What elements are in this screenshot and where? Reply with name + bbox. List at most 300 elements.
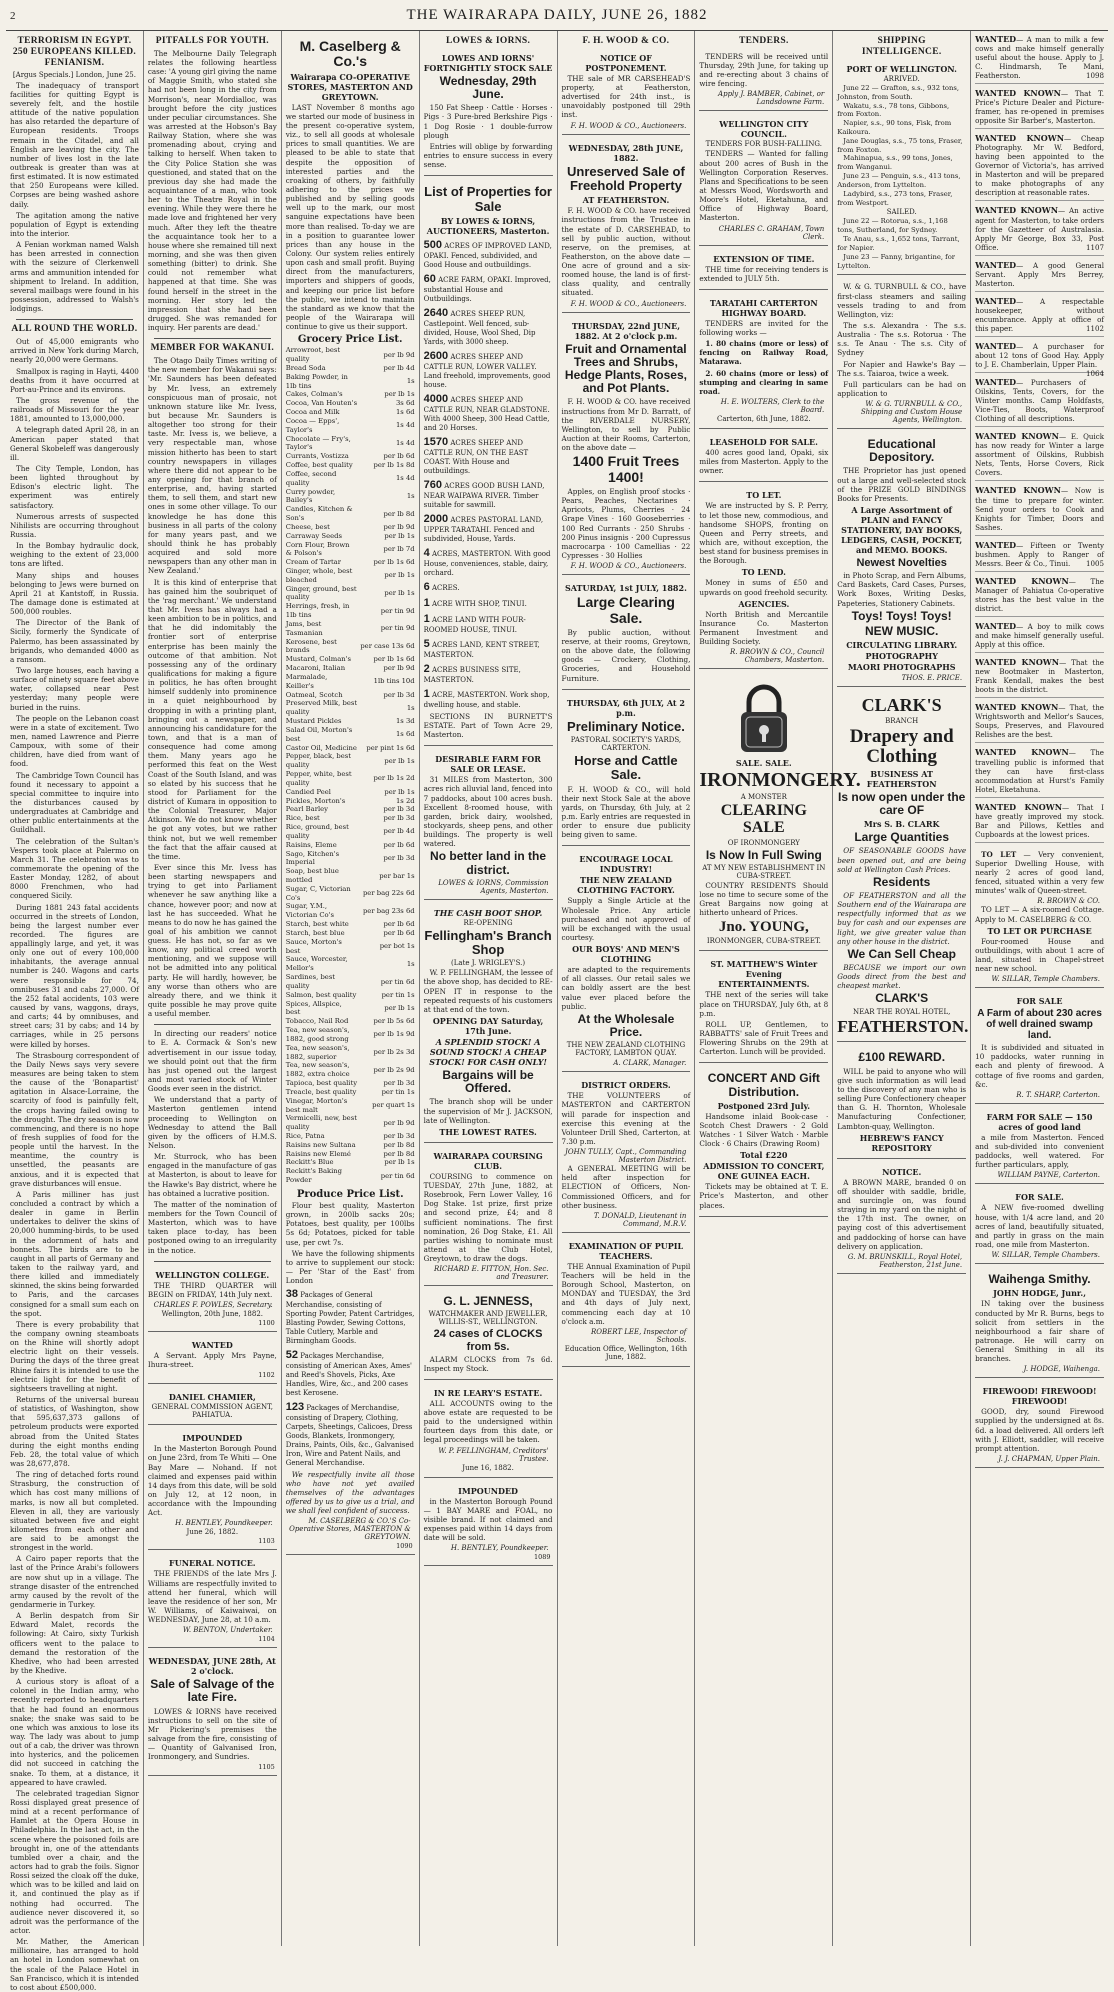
package-item: [286, 1287, 415, 1346]
price-item: Soap, best blue mottled: [285, 867, 339, 884]
price-value: per lb 4d: [383, 363, 415, 372]
property-text: ACRES PASTORAL LAND, UPPER TARATAHI. Fenced and subdivided, House, Yards.: [423, 515, 544, 543]
price-value: 1s: [406, 959, 415, 968]
price-value: 1s: [406, 491, 415, 500]
tolet3-title: TO LET OR PURCHASE: [987, 925, 1092, 936]
exam-text: THE Annual Examination of Pupil Teachers will be held in the Borough School, Masterton, on MONDAY and TUESDAY, the 3rd and 4th days of July next, commencing each day at 10 o'clock a.m.: [561, 1261, 691, 1326]
concert-ad: [699, 1067, 828, 1216]
price-value: per bar 1s: [379, 871, 415, 880]
property-acres: 1: [423, 596, 430, 609]
depot-stationery: A Large Assortment of PLAIN and FANCY STATIONERY, DAY BOOKS, LEDGERS, CASH, POCKET, and MEMO. BOOKS.: [841, 505, 963, 556]
let-text: We are instructed by S. P. Perry, to let those new, commodious, and handsome SHOPS, fronting on Queen and Perry streets, and which are, without exception, the best stand for business premises in the Borough.: [699, 501, 829, 566]
price-value: per lb 7d: [383, 544, 415, 553]
sections-note: SECTIONS IN BURNETT'S ESTATE. Part of Town Acre 29, Masterton.: [423, 711, 553, 740]
gifts-total: Total £220: [740, 1150, 788, 1161]
price-value: 1s 6d: [395, 408, 415, 417]
price-value: per tin 1s: [381, 990, 415, 999]
forsale-signature: R. T. SHARP, Carterton.: [1016, 1090, 1100, 1099]
price-row: [286, 744, 415, 753]
article-dateline: [Argus Specials.] London, June 25.: [12, 70, 136, 79]
postponed-text: Postponed 23rd July.: [717, 1100, 811, 1111]
price-value: per tin 9d: [380, 624, 415, 633]
package-item: [286, 1400, 415, 1468]
price-item: Cakes, Colman's: [285, 390, 343, 399]
wanted-text: — Cheap Photography. Mr W. Bedford, having been appointed to the Governor of Victoria's, has arrived in Masterton and will be prepared to make photographs of any description at reasonable rates.: [975, 134, 1104, 198]
price-row: [286, 929, 415, 938]
reward-title: £100 REWARD.: [858, 1050, 946, 1065]
lambton-signature: A. CLARK, Manager.: [613, 1059, 687, 1068]
price-value: 1s: [406, 703, 415, 712]
cash-sell-title: We Can Sell Cheap: [847, 946, 956, 961]
open-text: Is now open under the care OF: [838, 789, 966, 818]
sailings-list: [837, 217, 966, 270]
vessels-list: The s.s. Alexandra · The s.s. Australia · The s.s. Rotorua · The s.s. Te Anau · The s.s. City of Sydney: [837, 320, 967, 358]
wanted-number: 1098: [1085, 71, 1104, 81]
district-signature: JOHN TULLY, Capt., Commanding Masterton District.: [565, 1148, 687, 1165]
price-value: per lb 2s 3d: [373, 1048, 415, 1057]
article-paragraph: Out of 45,000 emigrants who arrived in New York during March, nearly 20,000 were Germans.: [10, 337, 139, 365]
columns: [6, 31, 1108, 1992]
wed-title: WEDNESDAY, 28th JUNE, 1882.: [568, 142, 684, 163]
novelties-text: in Photo Scrap, and Fern Albums, Card Baskets, Card Cases, Purses, Work Boxes, Writing Desks, Papeteries, Stationery Cabinets.: [837, 571, 967, 608]
caselberg-title: M. Caselberg & Co.'s: [299, 38, 401, 70]
column-5: [558, 31, 696, 1946]
price-row: [286, 955, 415, 973]
property-acres: 1: [423, 612, 430, 625]
price-row: [286, 452, 415, 461]
extension-ad: [699, 250, 828, 290]
stock-sale-lots: 150 Fat Sheep · Cattle · Horses · Pigs · 3 Pure-bred Berkshire Pigs · 1 Dog Rosie · 1 double-furrow plough: [423, 103, 553, 140]
desirable-title: DESIRABLE FARM FOR SALE OR LEASE.: [435, 754, 541, 775]
taratahi-text: TENDERS are invited for the following works —: [699, 318, 829, 338]
article-paragraph: The Melbourne Daily Telegraph relates the following heartless case: 'A young girl giving the name of Maggie Smith, who stated she had not been long in the city from Morrison's, near Mordialloc, was brought before the city justices under peculiar circumstances. She was arrested at the Hobson's Bay Railway Station, where she was promenading about, crying and talking to herself. When taken to the City Police Station she was questioned, and stated that on the previous day she had made the acquaintance of a man, who took her to the Theatre Royal in the evening. While they were there he made love and frightened her very much. After they left the theatre the acquaintance took her to a house where she remained till next morning, and she was then given something (bitter) to drink. She could not remember what happened at that time. She was found herself in the street in the morning. Her story led the impression that she had been drugged. She was remanded for inquiry. Her parents are dead.': [147, 48, 277, 333]
coursing-text: COURSING to commence on TUESDAY, 27th June, 1882, at Rosebrook, Fern Lower Valley, 16 Dog Stake. 1st prize, first prize and second prize, £4; and 8 sufficient nominations. The first nomination, 26 Dog Stake, £1. All parties wishing to nominate must attend at the Club Hotel, Greytown, to draw the dogs.: [423, 1171, 553, 1264]
tolet3-text: Four-roomed House and outbuildings, with about 1 acre of land, situated in Chapel-street near new school.: [975, 936, 1104, 974]
price-value: per lb 3d: [383, 853, 415, 862]
col1-article: [10, 324, 139, 1992]
article-heading: MEMBER FOR WAKANUI.: [150, 343, 275, 354]
price-item: Currants, Vostizza: [285, 452, 349, 461]
large-clearing-big: Large Clearing Sale.: [576, 594, 675, 626]
price-row: [286, 691, 415, 700]
wanted-ad: [975, 576, 1104, 617]
price-item: Cream of Tartar: [285, 558, 341, 567]
arrival-row: Wakatu, s.s., 78 tons, Gibbons, from Foxton.: [837, 101, 950, 119]
col2-article: [148, 343, 277, 1018]
wanted-text: — A purchaser for about 12 tons of Good Hay. Apply to J. E. Chamberlain, Upper Plain.: [975, 341, 1104, 370]
gifts-list: Handsome inlaid Book-case · Scotch Chest Drawers · 2 Gold Watches · 1 Silver Watch · Marble Clock · 6 Chairs (Drawing Room): [699, 1111, 829, 1149]
agent-sub: GENERAL COMMISSION AGENT, PAHIATUA.: [151, 1403, 274, 1420]
price-row: [286, 1000, 415, 1018]
padlock-icon: [699, 682, 828, 756]
sailing-row: June 23 — Fanny, brigantine, for Lyttelton.: [837, 252, 956, 270]
farm-signature: WILLIAM PAYNE, Carterton.: [997, 1171, 1100, 1180]
nzc-title: THE NEW ZEALAND CLOTHING FACTORY.: [577, 875, 675, 896]
depot-title: Educational Depository.: [867, 437, 936, 465]
tolet-title: TO LET: [981, 849, 1017, 859]
leary-text: ALL ACCOUNTS owing to the above estate are requested to be paid to the undersigned within fourteen days from this date, or legal proceedings will be taken.: [423, 1398, 553, 1445]
price-item: Tobacco, Nail Rod: [285, 1017, 349, 1026]
music-title: NEW MUSIC.: [865, 623, 939, 638]
price-item: Vermicelli, new, best quality: [285, 1114, 357, 1132]
property-acres: 760: [423, 478, 442, 491]
wanted-text: — The travelling public is informed that they can have first-class accommodation at Hurst's Family Hotel, Eketahuna.: [975, 748, 1104, 794]
wholesale-big: At the Wholesale Price.: [577, 1011, 675, 1040]
article-paragraph: Mr. Sturrock, who has been engaged in the manufacture of gas at Masterton, is about to leave for the Hawke's Bay district, where he has obtained a lucrative position.: [147, 1152, 277, 1198]
tender-fencing-ad: [699, 49, 828, 112]
price-item: Herrings, fresh, in 1lb tins: [285, 602, 350, 620]
article-paragraph: The Strasbourg correspondent of the Daily News says very severe measures are being taken to stem the cause of the 'Bonapartist' agitation in Alsace-Lorraine, the scarcity of food is painfully felt, the crops having failed owing to the drought. The dry season is now commencing, and there is no hope of fresh supplies of food for the people until the harvest. In the meantime, the country is unsettled, the peasants are anxious, and it is expected that grave disturbances will ensue.: [10, 1050, 139, 1188]
price-item: Ginger, whole, best bleached: [285, 567, 353, 584]
package-list: [286, 1287, 415, 1468]
arrived-label: ARRIVED.: [883, 74, 920, 83]
jenness-sub: WATCHMAKER AND JEWELLER, WILLIS-ST., WELLINGTON.: [428, 1310, 548, 1327]
price-value: per lb 3d: [383, 1132, 415, 1140]
price-item: Cheese, best: [285, 522, 330, 531]
price-item: Marmalade, Keiller's: [285, 672, 328, 690]
article-paragraph: A Fenian workman named Walsh has been arrested in connection with the seizure of Clerkenwell arms and ammunition intended for shipment to Ireland. In addition, several mailbags were found in his possession, addressed to Walsh's lodgings.: [10, 240, 139, 314]
price-item: Baking Powder, in 1lb tins: [285, 372, 348, 390]
leasehold-ad: [699, 433, 828, 482]
shipping-header: SHIPPING INTELLIGENCE.: [861, 36, 942, 57]
price-item: Starch, best white: [285, 920, 349, 929]
tolet-signature: R. BROWN & CO.: [1037, 897, 1100, 906]
clarks-ad: [837, 691, 969, 1042]
wanted-text: — Fifteen or Twenty bushmen. Apply to Ranger of Messrs. Beer & Co., Tinui.: [975, 540, 1104, 568]
thu-title: THURSDAY, 22nd JUNE, 1882. At 2 o'clock p.m.: [571, 320, 681, 341]
property-text: ACRES SHEEP AND CATTLE RUN, LOWER VALLEY. Land freehold, improvements, good house.: [423, 352, 551, 389]
price-row: [286, 823, 415, 841]
unreserved-text: F. H. WOOD & CO. have received instructions from the Trustee in the estate of D. CARSEHEAD, to sell by public auction, without reserve, on the premises, at Featherston, on the above date — One acre of ground and a six-roomed house, the land is of first-class quality, and centrally situated.: [561, 206, 691, 298]
nzc-big: OUR BOYS' AND MEN'S CLOTHING: [572, 944, 680, 965]
price-item: Cocoa — Epps', Taylor's: [285, 416, 340, 434]
column-4: [420, 31, 558, 1946]
wanted-ad: [975, 431, 1104, 481]
arrival-row: Ladybird, s.s., 273 tons, Fraser, from Westport.: [837, 189, 953, 207]
price-value: per lb 1s 9d: [373, 1030, 415, 1039]
lend-text: Money in sums of £50 and upwards on good freehold security.: [699, 578, 829, 597]
admission-title: ADMISSION TO CONCERT, ONE GUINEA EACH.: [703, 1161, 825, 1182]
council-title: WELLINGTON CITY COUNCIL.: [719, 119, 809, 140]
price-value: per lb 1s 6d: [373, 655, 415, 664]
price-row: [286, 1017, 415, 1026]
entertainments-ad: [699, 955, 828, 1063]
price-item: Tea, new season's, 1882, superior: [285, 1043, 350, 1061]
fruit-list: Apples, on English proof stocks · Pears, Peaches, Nectarines · Apricots, Plums, Cherries · 24 Grape Vines · 160 Gooseberries · 100 Red Currants · 250 Shrubs · 200 Pinus insignis · 200 Cupressus macrocarpa · 100 Camellias · 22 Cypresses · 30 Hollies: [561, 487, 691, 560]
fruit-text: F. H. WOOD & CO. have received instructions from Mr D. Barratt, of the RIVERDALE NURSERY, Wellington, to sell by Public Auction at their Rooms, Carterton, on the above date —: [561, 397, 691, 453]
package-text: Packages of General Merchandise, consisting of Sporting Powder, Patent Cartridges, Blasting Powder, Sewing Cottons, Table Cutlery, Marble and Birmingham Goods.: [285, 1291, 415, 1346]
unreserved-at: AT FEATHERSTON.: [582, 195, 670, 206]
boot-late: (Late J. WRIGLEY'S.): [451, 959, 526, 968]
property-item: [424, 662, 553, 685]
column-divider: [16, 319, 133, 320]
price-row: [286, 726, 415, 744]
price-value: per lb 9d: [383, 350, 415, 359]
price-row: [286, 523, 415, 532]
price-item: Sugar, C, Victorian Co's: [285, 884, 351, 902]
wellington-college-number: 1100: [258, 1318, 275, 1327]
wanted-text: — That, the Wrightsworth and Mellor's Sauces, Soups, Preserves, and Flavoured Relishes are the best.: [975, 703, 1104, 740]
tolet-text: — Very convenient, Superior Dwelling House, with nearly 2 acres of good land, fenced, situated within a very few minutes' walk of Queen-street.: [975, 849, 1104, 896]
article-paragraph: The Otago Daily Times writing of the new member for Wakanui says: 'Mr. Saunders has been defeated by Mr. Ivess, an extremely conspicuous man of prosaic, not unknown stature like Mr. Ivess, but because Mr. Saunders is altogether too strong for their taste. Mr. Ivess is, we believe, a very respectable man, whose mission hitherto has been to start country newspapers in villages where there did not appear to be any opening for that branch of enterprise, and, having started them, to sell them, and start new ones in some other village. To our knowledge he has done this business in all parts of the colony for many years past, and we should think he has probably acquired and sold more newspapers than any other man in New Zealand.': [147, 356, 277, 576]
price-row: [286, 364, 415, 373]
price-value: per pint 1s 6d: [366, 743, 415, 752]
column-divider: [154, 338, 271, 339]
district-text: THE VOLUNTEERS of MASTERTON and CARTERTON will parade for inspection and exercise this evening at the Volunteer Drill Shed, Carterton, at 7.30 p.m.: [561, 1091, 691, 1146]
price-value: per bot 1s: [379, 942, 415, 951]
wanted-body: A Servant. Apply Mrs Payne, Ihura-street.: [147, 1350, 277, 1370]
boot-tail: The branch shop will be under the supervision of Mr J. JACKSON, late of Wellington.: [423, 1097, 553, 1125]
price-row: [286, 752, 415, 770]
sailed-label: SAILED.: [886, 208, 917, 217]
wanted-ad: [975, 205, 1104, 255]
fruit-trees-ad: [562, 317, 691, 576]
maori-signature: THOS. E. PRICE.: [901, 674, 963, 683]
property-acres: 4000: [423, 392, 449, 405]
monster-text: A MONSTER: [740, 793, 787, 802]
price-row: [286, 991, 415, 1000]
wanted-ad: [975, 296, 1104, 337]
notice-text: A BROWN MARE, branded 0 on off shoulder with saddle, bridle, and surcingle on, was found straying in my yard on the night of the 17th inst. The owner, on paying cost of this advertisement and paddocking of horse can have delivery on application.: [837, 1177, 967, 1251]
article-paragraph: The agitation among the native population of Egypt is extending into the interior.: [10, 210, 139, 239]
property-item: [424, 349, 553, 390]
price-value: per lb 1s: [384, 531, 415, 540]
article-paragraph: There is every probability that the company owning steamboats on the Rhine will shortly adopt electric light on their vessels. During the days of the three great Rhine fairs it is intended to use the electric light for the benefit of sightseers travelling at night.: [10, 1319, 139, 1393]
article-paragraph: During 1881 243 fatal accidents occurred in the streets of London, being the largest number ever recorded. The figures are appallingly large, and yet, it was only one out of every 100,000 inhabitants, the average annual number is 240. Wagons and carts were responsible for 74, omnibuses 31 and cabs 27,000. Of the 252 fatal accidents, 103 were caused by vans, waggons, drays, and carts; 44 by omnibuses, and street cars; 31 by cabs; and 14 by carriages, while in 25 persons were killed by horses.: [10, 902, 139, 1049]
price-row: [286, 1150, 415, 1159]
article-paragraph: Many ships and houses belonging to Jews were burned on April 21 at Kantstoff, in Russia. The damage done is estimated at 500,000 roubles.: [10, 570, 139, 617]
property-acres: 4: [423, 546, 430, 559]
fruit-big: Fruit and Ornamental Trees and Shrubs, Hedge Plants, Roses, and Pot Plants.: [564, 341, 687, 396]
article-paragraph: Ever since this Mr. Ivess has been starting newspapers and trying to get into Parliament whenever he saw anything like a chance, however poor; and now at last he has succeeded. What he means to do now he has gained the goal of his ambition we cannot guess. He has not, so far as we know, any political creed worth mentioning, and we suppose will not be admitted into any political party. He will hardly, however, be any worse than others who are already there, and we think it quite possible he may prove quite a useful member.: [147, 862, 277, 1019]
property-acres: 1570: [423, 435, 449, 448]
wanted-text: — Now is the time to prepare for winter. Send your orders to Cook and Knights for Timber, Doors and Sashes.: [975, 486, 1105, 532]
price-value: 1s 4d: [395, 474, 415, 483]
newspaper-title: THE WAIRARAPA DAILY, JUNE 26, 1882: [406, 7, 708, 23]
library-title: CIRCULATING LIBRARY.: [846, 640, 958, 651]
price-item: Raisins new Elemé: [285, 1149, 351, 1158]
property-acres: 5: [423, 637, 430, 650]
price-item: Starch, best blue: [285, 928, 345, 937]
wanted-text: — A respectable housekeeper, without encumbrance. Apply at office of this paper.: [975, 296, 1104, 333]
notice-signature: G. M. BRUNSKILL, Royal Hotel, Featherston, 21st June.: [847, 1252, 963, 1269]
price-value: 1s 4d: [395, 421, 415, 430]
sailing-row: June 22 — Rotorua, s.s., 1,168 tons, Sutherland, for Sydney.: [837, 217, 948, 235]
price-value: per lb 1s: [384, 787, 415, 796]
price-item: Salmon, best quality: [285, 990, 357, 999]
wanted-ad: [975, 657, 1104, 698]
boot-shop-ad: [424, 904, 553, 1143]
price-row: [286, 346, 415, 364]
desirable-big: No better land in the district.: [430, 849, 547, 877]
price-row: [286, 1026, 415, 1044]
wanted-text: — Purchasers of Oilskins, Tents, Covers, for the Winter months. Camp Holdfasts, Vice-Ties, Boots, Waterproof Clothing of all descriptions.: [975, 378, 1104, 424]
novelties-title: Newest Novelties: [856, 557, 947, 570]
price-value: per lb 9d: [383, 522, 415, 531]
price-item: Mustard Pickles: [285, 717, 342, 726]
turnbull-ad: [837, 279, 966, 429]
property-acres: 6: [423, 580, 430, 593]
col2-ad-sale: [148, 1652, 277, 1776]
roll-up-text: ROLL UP, Gentlemen, to RABBATTS' sale of Fruit Trees and Flowering Shrubs on the 29th at Carterton. Lunch will be provided.: [699, 1019, 829, 1057]
property-text: ACRE FARM, OPAKI. Improved, substantial House and Outbuildings.: [423, 275, 551, 303]
article-paragraph: A Berlin despatch from Sir Edward Malet, records the following: At Cairo, sixty Turkish officers went to the palace to demand the restoration of the Khedive, who had been arrested by the Khedive.: [10, 1611, 139, 1676]
price-item: Curry powder, Bailey's: [285, 487, 336, 505]
let-title: TO LET.: [746, 490, 782, 501]
wellington-college-body: THE THIRD QUARTER will BEGIN on FRIDAY, 14th July next.: [147, 1280, 277, 1299]
general-meeting-text: A GENERAL MEETING will be held after inspection for ELECTION of Officers, Non-Commissioned Officers, and for other business.: [561, 1164, 691, 1210]
coursing-signature: RICHARD E. FITTON, Hon. Sec. and Treasurer.: [433, 1265, 549, 1282]
cheap-title: THE LOWEST RATES.: [439, 1126, 537, 1137]
hodge-text: IN taking over the business conducted by Mr R. Burns, begs to solicit from settlers in the neighbourhood a fair share of patronage. He will carry on General Smithing in all its branches.: [975, 1299, 1104, 1364]
firewood-ad: [975, 1382, 1104, 1468]
price-value: 3s 6d: [395, 399, 415, 408]
wanted-text: — An active agent for Masterton, to take orders for the Gazetteer of Australasia. Apply Mr George, Box 33, Post Office.: [975, 206, 1105, 252]
new-establishment: AT MY NEW ESTABLISHMENT IN CUBA-STREET.: [702, 864, 826, 881]
property-item: [424, 478, 553, 510]
price-value: per lb 2s 9d: [373, 1065, 415, 1074]
price-item: Candles, Kitchen & Son's: [285, 505, 353, 523]
arrival-row: June 22 — Grafton, s.s., 932 tons, Johnston, from South.: [837, 83, 960, 101]
price-item: Cocoa and Milk: [285, 408, 340, 417]
photo-title: PHOTOGRAPHY: [865, 651, 938, 662]
price-value: per lb 1s 2d: [373, 774, 415, 783]
taratahi-item-2: 2. 60 chains (more or less) of stumping and clearing in same road.: [699, 368, 829, 396]
price-row: [286, 655, 415, 664]
large-quantities: Large Quantities: [854, 830, 950, 845]
price-value: per lb 1s: [384, 589, 415, 598]
desirable-signature: LOWES & IORNS, Commission Agents, Masterton.: [438, 878, 549, 895]
forsale-title: FOR SALE: [1016, 996, 1063, 1007]
unreserved-big: Unreserved Sale of Freehold Property: [567, 163, 685, 193]
tolet3-signature: W. SILLAR, Temple Chambers.: [991, 975, 1100, 984]
col2-ad-wanted: [148, 1336, 277, 1384]
property-item: [424, 435, 553, 476]
wanted-title: WANTED: [191, 1339, 233, 1350]
price-row: [286, 1141, 415, 1150]
property-item: [424, 637, 553, 660]
wanted-number: 1005: [1085, 558, 1104, 568]
article-paragraph: A telegraph dated April 28, in an American paper stated that General Skobeleff was dangerously ill.: [10, 425, 139, 462]
wanted-lead: WANTED KNOWN: [975, 133, 1065, 144]
funeral-title: FUNERAL NOTICE.: [169, 1558, 256, 1569]
price-item: Arrowroot, best quality: [285, 346, 341, 364]
clothing-factory-ad: [562, 850, 691, 1072]
article-paragraph: Numerous arrests of suspected Nihilists are occurring throughout Russia.: [10, 511, 139, 540]
price-value: per lb 8d: [383, 1149, 415, 1158]
article-paragraph: The ring of detached forts round Strasburg, the construction of which has cost many millions of marks, is now all but completed. Eleven in all, they are variously situated between five and eight kilometres from each other and are said to be amongst the strongest in the world.: [10, 1470, 139, 1553]
price-value: per lb 1s 8d: [373, 461, 415, 470]
forsale2-text: A NEW five-roomed dwelling house, with 1/4 acre land, and 20 acres of land, beautifully situated, and partly in grass on the main road, one mile from Masterton.: [975, 1203, 1104, 1250]
prelim-title: THURSDAY, 6th JULY, At 2 p.m.: [566, 697, 685, 718]
napier-text: For Napier and Hawke's Bay — The s.s. Taiaroa, twice a week.: [837, 359, 967, 378]
wanted-text: — That I have greatly improved my stock. Bar and Pillows, Kettles and Cupboards at the lowest prices.: [975, 802, 1104, 839]
wanted-ad: [975, 621, 1104, 653]
firewood-title: FIREWOOD! FIREWOOD! FIREWOOD!: [982, 1386, 1097, 1407]
farm-text: a mile from Masterton. Fenced and sub-divided into convenient paddocks, well watered. For further particulars, apply,: [975, 1132, 1104, 1170]
column-2: [144, 31, 282, 1946]
wanted-number: 1064: [1085, 369, 1104, 379]
column-divider: [154, 1024, 271, 1025]
coursing-ad: [424, 1147, 553, 1286]
arrival-row: Jane Douglas, s.s., 75 tons, Fraser, from Foxton.: [837, 136, 963, 154]
preliminary-ad: [562, 694, 691, 847]
taratahi-item-1: 1. 80 chains (more or less) of fencing on Railway Road, Matarawa.: [699, 339, 829, 367]
wanted-text: — That T. Price's Picture Dealer and Picture-framer, has re-opened in premises opposite Sir Barber's, Masterton.: [975, 89, 1104, 126]
desirable-farm-ad: [424, 750, 553, 900]
district-title: DISTRICT ORDERS.: [581, 1080, 671, 1091]
price-item: Tea, new season's, 1882, extra choice: [285, 1061, 350, 1079]
package-count: 38: [285, 1288, 298, 1301]
lowes-header: LOWES & IORNS.: [445, 36, 531, 46]
price-row: [286, 558, 415, 567]
price-row: [286, 699, 415, 717]
price-item: Pepper, white, best quality: [285, 770, 352, 787]
wanted-ad: [975, 802, 1104, 843]
wanted-ad: [975, 88, 1104, 129]
property-text: ACRE WITH SHOP, TINUI.: [431, 599, 527, 608]
new-goods-text: OF SEASONABLE GOODS have been opened out, and are being sold at Wellington Cash Prices.: [837, 846, 967, 874]
price-item: Sugar, Y.M., Victorian Co's: [285, 902, 335, 920]
price-value: per tin 6d: [380, 977, 415, 986]
wanted-lead: WANTED KNOWN: [975, 575, 1069, 586]
wanted-text: — A good General Servant. Apply Mrs Berrey, Masterton.: [975, 260, 1104, 288]
price-value: per bag 23s 6d: [362, 906, 415, 915]
price-row: [286, 938, 415, 956]
impounded-ad: [424, 1482, 553, 1567]
price-value: per lb 8d: [383, 509, 415, 518]
price-item: Candied Peel: [285, 787, 331, 796]
fruit-signature: F. H. WOOD & CO., Auctioneers.: [570, 562, 687, 571]
residents-title: Residents: [873, 874, 931, 889]
property-acres: 60: [423, 272, 436, 285]
property-text: ACRES.: [431, 583, 460, 592]
price-item: Sauce, Morton's best: [285, 937, 342, 955]
price-value: per lb 1s: [384, 390, 415, 399]
wanted-lead: WANTED: [975, 295, 1017, 306]
price-value: per lb 6d: [383, 928, 415, 937]
price-row: [286, 417, 415, 435]
leary-title: IN RE LEARY'S ESTATE.: [433, 1387, 543, 1398]
price-item: Tapioca, best quality: [285, 1079, 358, 1088]
price-item: Tea, new season's, 1882, good strong: [285, 1026, 350, 1043]
price-item: Oatmeal, Scotch: [285, 690, 343, 699]
caselberg-number: 1090: [396, 1542, 413, 1551]
drapery-title: Drapery and Clothing: [849, 725, 954, 767]
general-signature: T. DONALD, Lieutenant in Command, M.R.V.: [593, 1211, 687, 1228]
col2-article: [148, 36, 277, 332]
jenness-ad: [424, 1290, 553, 1380]
price-row: [286, 620, 415, 638]
property-item: [424, 687, 553, 710]
price-item: Macaroni, Italian: [285, 664, 346, 673]
price-row: [286, 805, 415, 814]
price-row: [286, 488, 415, 506]
property-item: [424, 272, 553, 304]
price-item: Raisins new Sultana: [285, 1140, 356, 1149]
price-item: Rice, best: [285, 814, 320, 823]
price-item: Sauce, Worcester, Mellor's: [285, 955, 348, 973]
price-list-title: Grocery Price List.: [297, 334, 403, 346]
property-text: ACRES SHEEP AND CATTLE RUN, ON THE EAST COAST. With House and outbuildings.: [423, 438, 529, 475]
col1-article: [10, 36, 139, 313]
wanted-number: 1102: [1085, 323, 1104, 333]
price-row: [286, 797, 415, 806]
boot-text: W. P. FELLINGHAM, the lessee of the above shop, has decided to RE-OPEN IT in response to the repeated requests of his customers at that end of the town.: [423, 968, 553, 1014]
featherston-title: FEATHERSTON.: [837, 1016, 969, 1036]
of-iron-text: OF IRONMONGERY: [727, 838, 800, 847]
port-title: PORT OF WELLINGTON.: [846, 63, 957, 74]
